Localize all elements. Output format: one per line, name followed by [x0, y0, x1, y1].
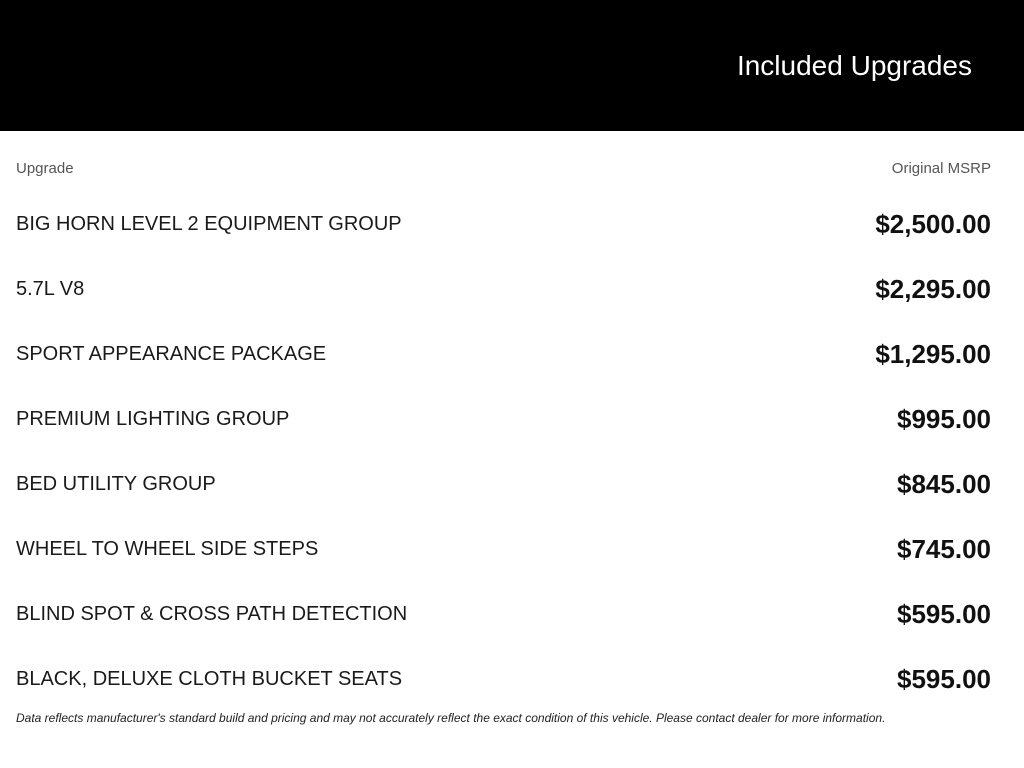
msrp-column-header: Original MSRP — [891, 160, 991, 177]
upgrade-row — [16, 517, 991, 582]
upgrade-row — [16, 452, 991, 517]
upgrade-name: BLIND SPOT & CROSS PATH DETECTION — [16, 603, 408, 625]
upgrade-name: SPORT APPEARANCE PACKAGE — [16, 343, 327, 365]
upgrade-name: BED UTILITY GROUP — [16, 473, 216, 495]
upgrade-price: $745.00 — [897, 534, 991, 564]
upgrade-price: $845.00 — [897, 469, 991, 499]
upgrade-price: $595.00 — [897, 599, 991, 629]
upgrade-row — [16, 647, 991, 712]
upgrade-price: $595.00 — [897, 664, 991, 694]
column-headers — [16, 160, 991, 180]
upgrade-column-header: Upgrade — [16, 160, 74, 177]
upgrade-price: $995.00 — [897, 404, 991, 434]
upgrade-name: 5.7L V8 — [16, 278, 85, 300]
page-title: Included Upgrades — [736, 50, 972, 81]
upgrade-row — [16, 257, 991, 322]
upgrade-name: BIG HORN LEVEL 2 EQUIPMENT GROUP — [16, 213, 402, 235]
header-banner — [0, 0, 1024, 131]
upgrade-price: $2,295.00 — [875, 274, 991, 304]
upgrade-row — [16, 192, 991, 257]
upgrade-row — [16, 582, 991, 647]
upgrades-list — [16, 192, 991, 712]
upgrade-price: $1,295.00 — [875, 339, 991, 369]
upgrade-name: PREMIUM LIGHTING GROUP — [16, 408, 290, 430]
upgrade-name: BLACK, DELUXE CLOTH BUCKET SEATS — [16, 668, 403, 690]
upgrade-row — [16, 387, 991, 452]
upgrade-name: WHEEL TO WHEEL SIDE STEPS — [16, 538, 319, 560]
upgrade-price: $2,500.00 — [875, 209, 991, 239]
disclaimer-text: Data reflects manufacturer's standard build and pricing and may not accurately reflect the exact condition of this vehicle. Please contact dealer for more information. — [16, 711, 886, 725]
upgrade-row — [16, 322, 991, 387]
